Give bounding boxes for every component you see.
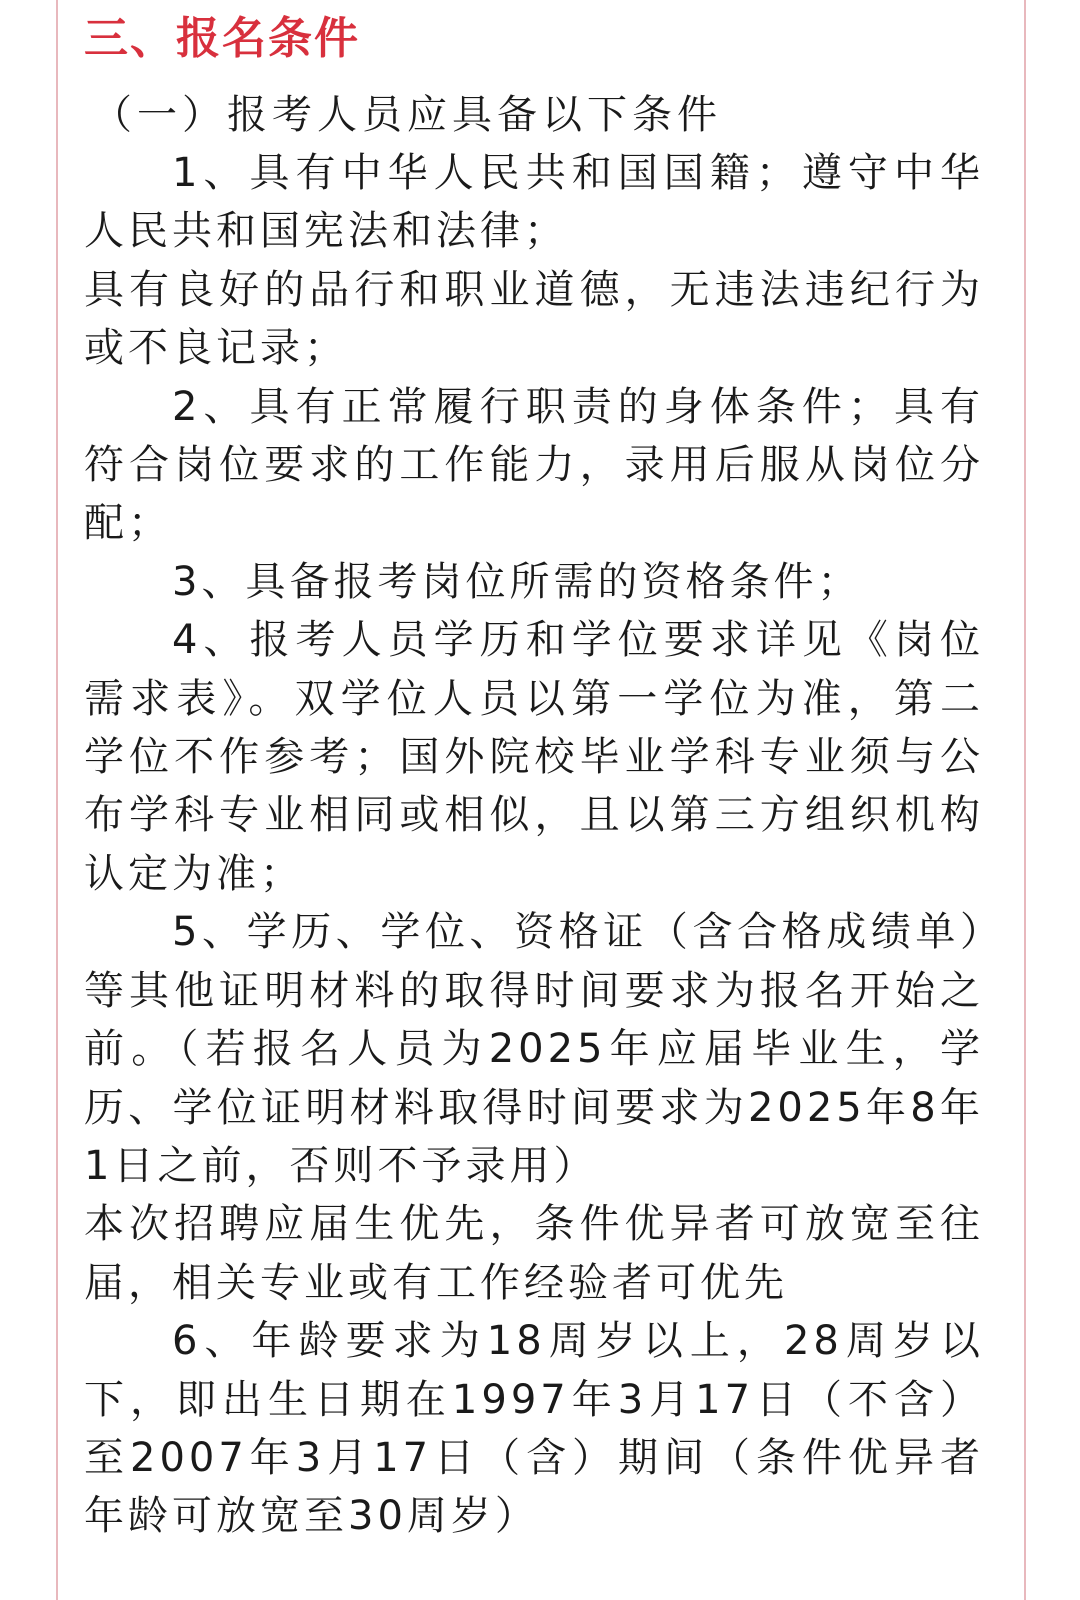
- condition-4: 4、报考人员学历和学位要求详见《岗位需求表》。双学位人员以第一学位为准，第二学位不作参考；国外院校毕业学科专业须与公布学科专业相同或相似，且以第三方组织机构认定为准；: [84, 617, 984, 897]
- condition-1: 1、具有中华人民共和国国籍；遵守中华人民共和国宪法和法律；: [84, 150, 984, 255]
- condition-3: 3、具备报考岗位所需的资格条件；: [172, 558, 862, 605]
- document-body: [84, 4, 984, 1546]
- condition-5: 5、学历、学位、资格证（含合格成绩单）等其他证明材料的取得时间要求为报名开始之前。（若报名人员为2025年应届毕业生，学历、学位证明材料取得时间要求为2025年8年1日之前，否则不予录用）: [84, 909, 984, 1189]
- condition-2: 2、具有正常履行职责的身体条件；具有符合岗位要求的工作能力，录用后服从岗位分配；: [84, 383, 984, 547]
- subsection-heading: （一）报考人员应具备以下条件: [92, 92, 722, 138]
- section-title: 三、报名条件: [84, 13, 360, 64]
- condition-6: 6、年龄要求为18周岁以上，28周岁以下，即出生日期在1997年3月17日（不含）至2007年3月17日（含）期间（条件优异者年龄可放宽至30周岁）: [84, 1318, 984, 1540]
- condition-5-note: 本次招聘应届生优先，条件优异者可放宽至往届，相关专业或有工作经验者可优先: [84, 1201, 984, 1306]
- condition-1-conduct: 具有良好的品行和职业道德，无违法违纪行为或不良记录；: [84, 266, 984, 372]
